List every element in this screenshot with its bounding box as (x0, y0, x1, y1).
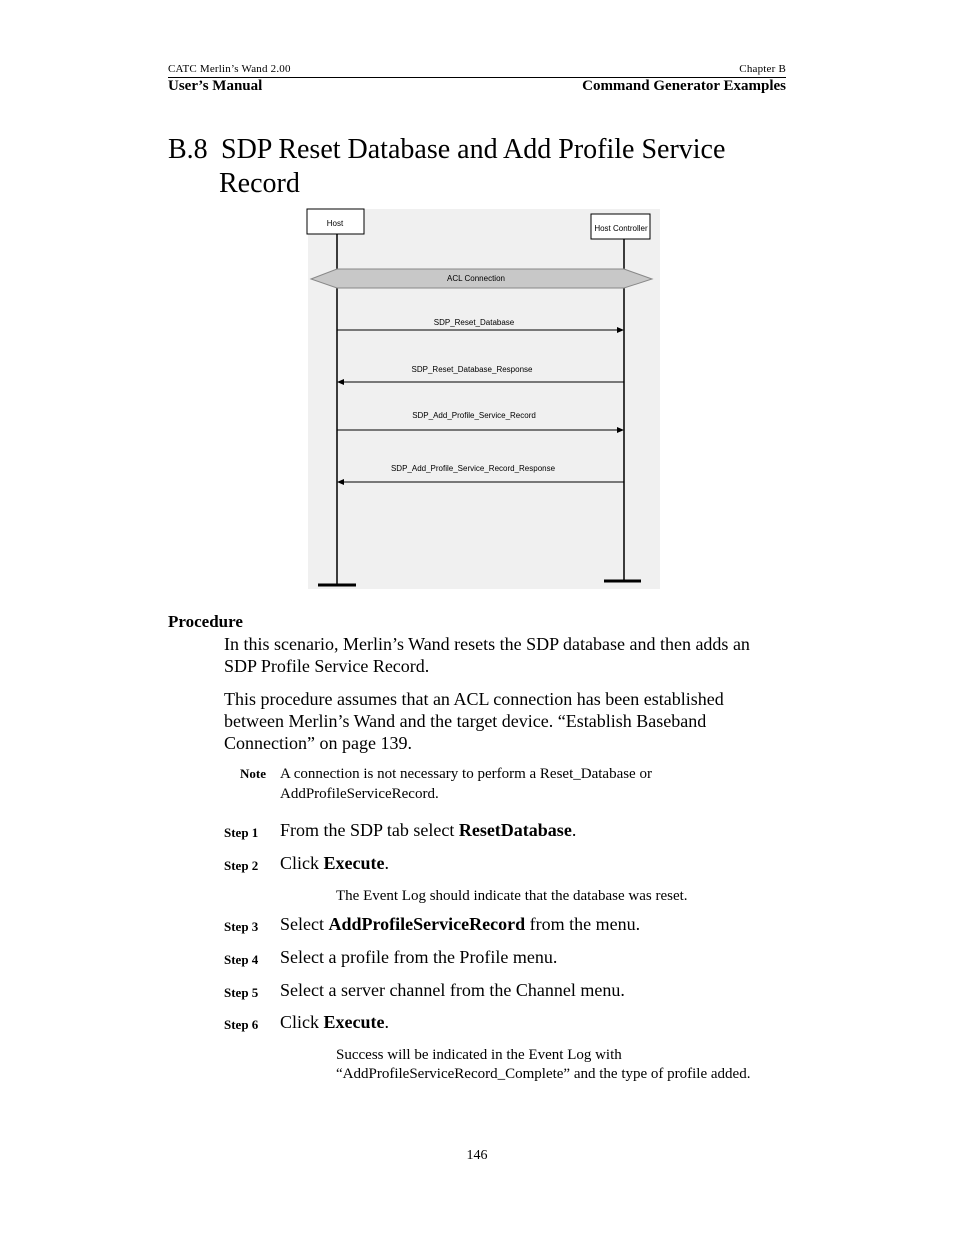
controller-label: Host Controller (594, 224, 648, 233)
procedure-para2-line3: Connection” on page 139. (224, 733, 412, 753)
step-text: Select a server channel from the Channel menu. (280, 980, 625, 1000)
page-number: 146 (466, 1148, 488, 1163)
step-label: Step 4 (224, 952, 259, 967)
section-number: B.8 (168, 134, 208, 165)
step-text: From the SDP tab select ResetDatabase. (280, 820, 577, 840)
host-label: Host (326, 219, 344, 228)
step-text: Click Execute. (280, 853, 389, 873)
section-title-line2: Record (219, 168, 300, 199)
step2-result: The Event Log should indicate that the database was reset. (336, 888, 688, 904)
header-product: CATC Merlin’s Wand 2.00 (168, 63, 291, 75)
header-section-name: Command Generator Examples (582, 78, 786, 94)
procedure-para2-line2: between Merlin’s Wand and the target device. “Establish Baseband (224, 711, 707, 731)
note-line2: AddProfileServiceRecord. (280, 786, 439, 802)
procedure-para2-line1: This procedure assumes that an ACL connection has been established (224, 689, 724, 709)
message-label: SDP_Add_Profile_Service_Record_Response (390, 464, 556, 473)
step-text: Select AddProfileServiceRecord from the menu. (280, 914, 641, 934)
message-label: SDP_Reset_Database (433, 318, 515, 327)
note-line1: A connection is not necessary to perform a Reset_Database or (280, 766, 652, 782)
step-label: Step 6 (224, 1017, 259, 1032)
header-chapter: Chapter B (739, 63, 786, 75)
step-label: Step 1 (224, 825, 259, 840)
step-label: Step 2 (224, 858, 259, 873)
step6-result-line2: “AddProfileServiceRecord_Complete” and the type of profile added. (336, 1066, 751, 1082)
step-label: Step 3 (224, 919, 259, 934)
note-label: Note (240, 766, 266, 781)
step-text: Click Execute. (280, 1012, 389, 1032)
section-title-line1: SDP Reset Database and Add Profile Service (221, 134, 726, 165)
procedure-para1-line2: SDP Profile Service Record. (224, 656, 430, 676)
step6-result-line1: Success will be indicated in the Event Log with (336, 1047, 622, 1063)
procedure-para1-line1: In this scenario, Merlin’s Wand resets the SDP database and then adds an (224, 634, 750, 654)
step-label: Step 5 (224, 985, 259, 1000)
step-text: Select a profile from the Profile menu. (280, 947, 558, 967)
procedure-heading: Procedure (168, 612, 243, 631)
diagram-background (308, 209, 660, 589)
sequence-diagram (300, 205, 660, 595)
message-label: SDP_Reset_Database_Response (411, 365, 533, 374)
acl-connection-label: ACL Connection (447, 274, 505, 283)
header-manual: User’s Manual (168, 78, 263, 94)
message-label: SDP_Add_Profile_Service_Record (412, 411, 536, 420)
